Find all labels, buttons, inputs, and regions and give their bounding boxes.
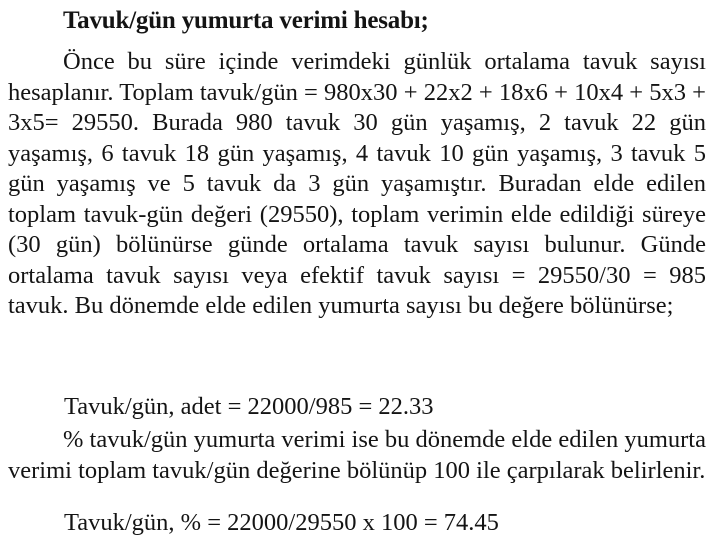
paragraph-calculation: Önce bu süre içinde verimdeki günlük ortalama tavuk sayısı hesaplanır. Toplam tavuk/gün = 980x30 + 22x2 + 18x6 + 10x4 + 5x3 + 3x5= 29550. Burada 980 tavuk 30 gün yaşamış, 2 tavuk 22 gün yaşamış, 6 tavuk 18 gün yaşamış, 4 tavuk 10 gün yaşamış, 3 tavuk 5 gün yaşamış ve 5 tavuk da 3 gün yaşamıştır. Buradan elde edilen toplam tavuk-gün değeri (29550), toplam verimin elde edildiği süreye (30 gün) bölünürse günde ortalama tavuk sayısı bulunur. Günde ortalama tavuk sayısı veya efektif tavuk sayısı = 29550/30 = 985 tavuk. Bu dönemde elde edilen yumurta sayısı bu değere bölünürse;: [8, 48, 706, 319]
document-title: Tavuk/gün yumurta verimi hesabı;: [63, 7, 429, 34]
formula-percentage: Tavuk/gün, % = 22000/29550 x 100 = 74.45: [64, 509, 499, 536]
paragraph-percentage: % tavuk/gün yumurta verimi ise bu dönemde elde edilen yumurta verimi toplam tavuk/gün değerine bölünüp 100 ile çarpılarak belirlenir.: [8, 426, 706, 484]
formula-eggs-per-hen: Tavuk/gün, adet = 22000/985 = 22.33: [64, 393, 434, 420]
